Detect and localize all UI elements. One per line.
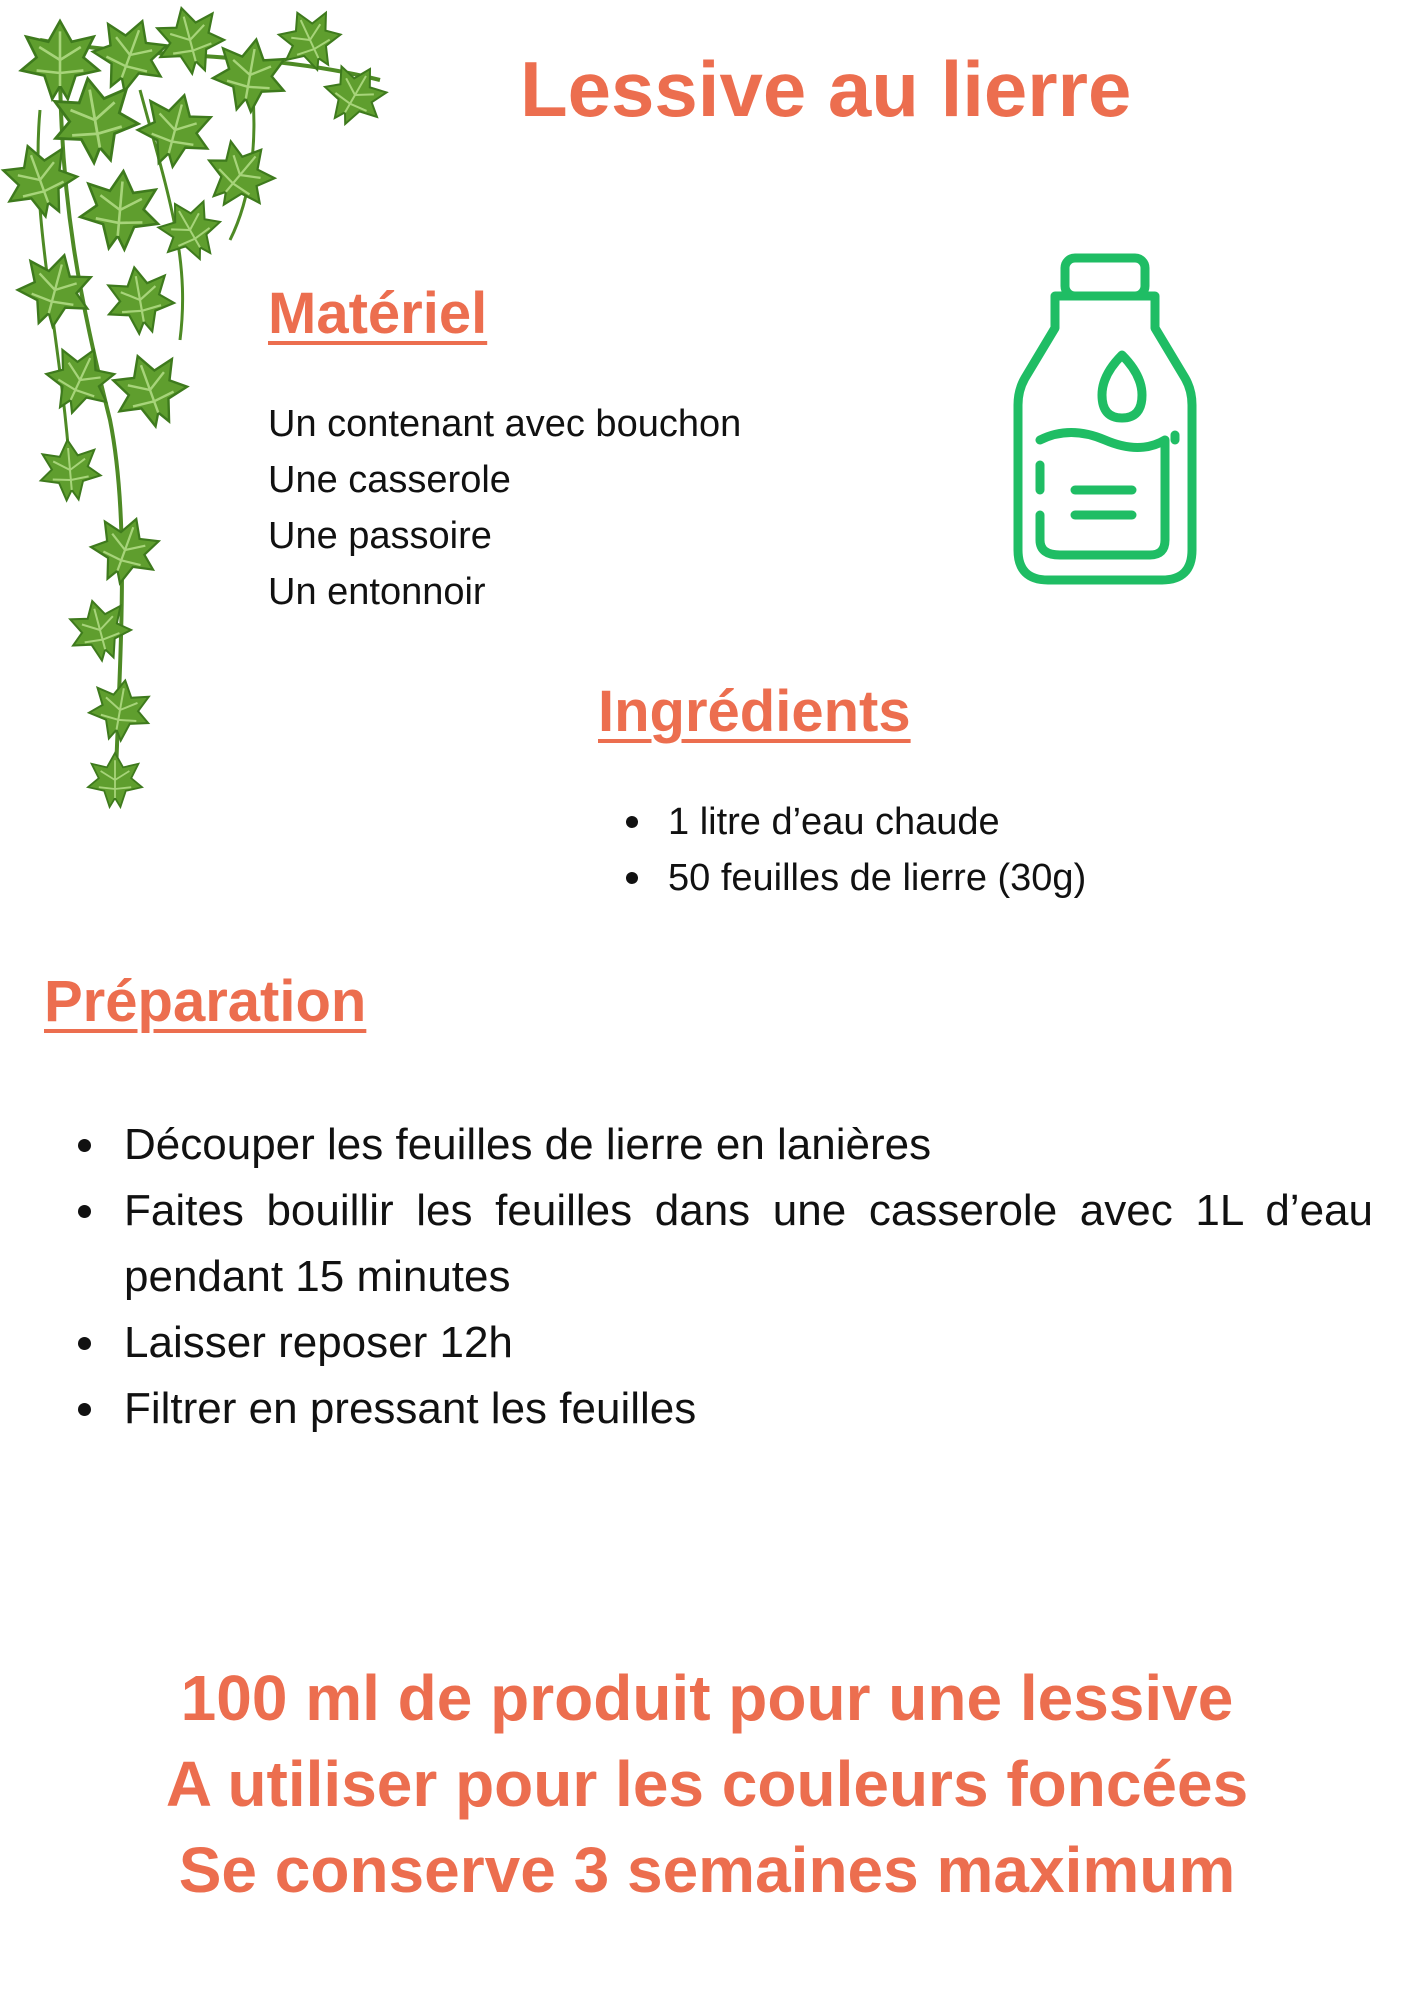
list-item: Une passoire [268,515,492,557]
list-item: Faites bouillir les feuilles dans une casserole avec 1L d’eau pendant 15 minutes [78,1178,1373,1310]
footer-line: A utiliser pour les couleurs foncées [165,1748,1249,1820]
list-item: Filtrer en pressant les feuilles [78,1376,1373,1442]
list-item: Un entonnoir [268,571,486,613]
footer-notes [60,1655,1354,1913]
materiel-heading: Matériel [268,281,488,346]
preparation-heading: Préparation [44,969,367,1034]
footer-line: Se conserve 3 semaines maximum [178,1834,1236,1906]
list-item: Découper les feuilles de lierre en lanières [78,1112,1373,1178]
detergent-bottle-icon [1010,250,1200,590]
list-item: Un contenant avec bouchon [268,403,742,445]
list-item: Une casserole [268,459,511,501]
materiel-list [268,396,741,620]
footer-line: 100 ml de produit pour une lessive [180,1662,1234,1734]
page-title: Lessive au lierre [520,45,1132,133]
list-item: 50 feuilles de lierre (30g) [626,850,1086,906]
list-item: Laisser reposer 12h [78,1310,1373,1376]
preparation-list [78,1112,1373,1442]
ingredients-heading: Ingrédients [598,679,911,744]
list-item: 1 litre d’eau chaude [626,794,1086,850]
ingredients-list [626,794,1086,906]
